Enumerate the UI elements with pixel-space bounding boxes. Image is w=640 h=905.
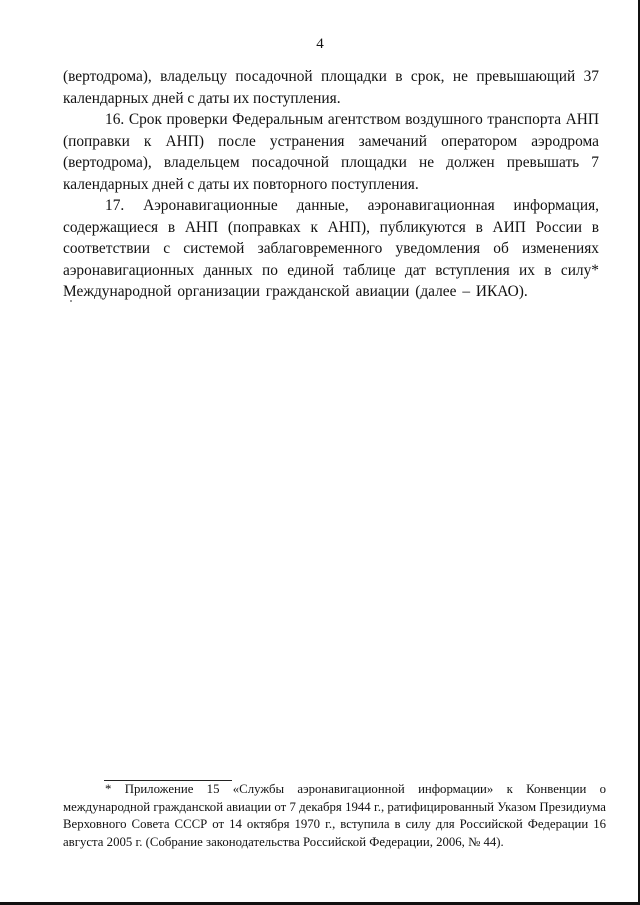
footnote — [63, 781, 606, 851]
footnote-text: * Приложение 15 «Службы аэронавигационной информации» к Конвенции о международной гражданской авиации от 7 декабря 1944 г., ратифицированный Указом Президиума Верховного Совета СССР от 14 октября 1970 г., вступила в силу для Российской Федерации 16 августа 2005 г. (Собрание законодательства Российской Федерации, 2006, № 44). — [63, 782, 606, 849]
page-number: 4 — [316, 36, 324, 52]
scan-speck — [70, 300, 72, 302]
paragraph-16: 16. Срок проверки Федеральным агентством воздушного транспорта АНП (поправки к АНП) после устранения замечаний оператором аэродрома (вертодрома), владельцем посадочной площадки не должен превышать 7 календарных дней с даты их повторного поступления. — [63, 111, 599, 193]
document-body — [63, 66, 599, 303]
paragraph-17: 17. Аэронавигационные данные, аэронавигационная информация, содержащиеся в АНП (поправках к АНП), публикуются в АИП России в соответствии с системой заблаговременного уведомления об изменениях аэронавигационных данных по единой таблице дат вступления их в силу* Международной организации гражданской авиации (далее – ИКАО). — [63, 197, 599, 300]
paragraph-continued: (вертодрома), владельцу посадочной площадки в срок, не превышающий 37 календарных дней с даты их поступления. — [63, 68, 599, 107]
